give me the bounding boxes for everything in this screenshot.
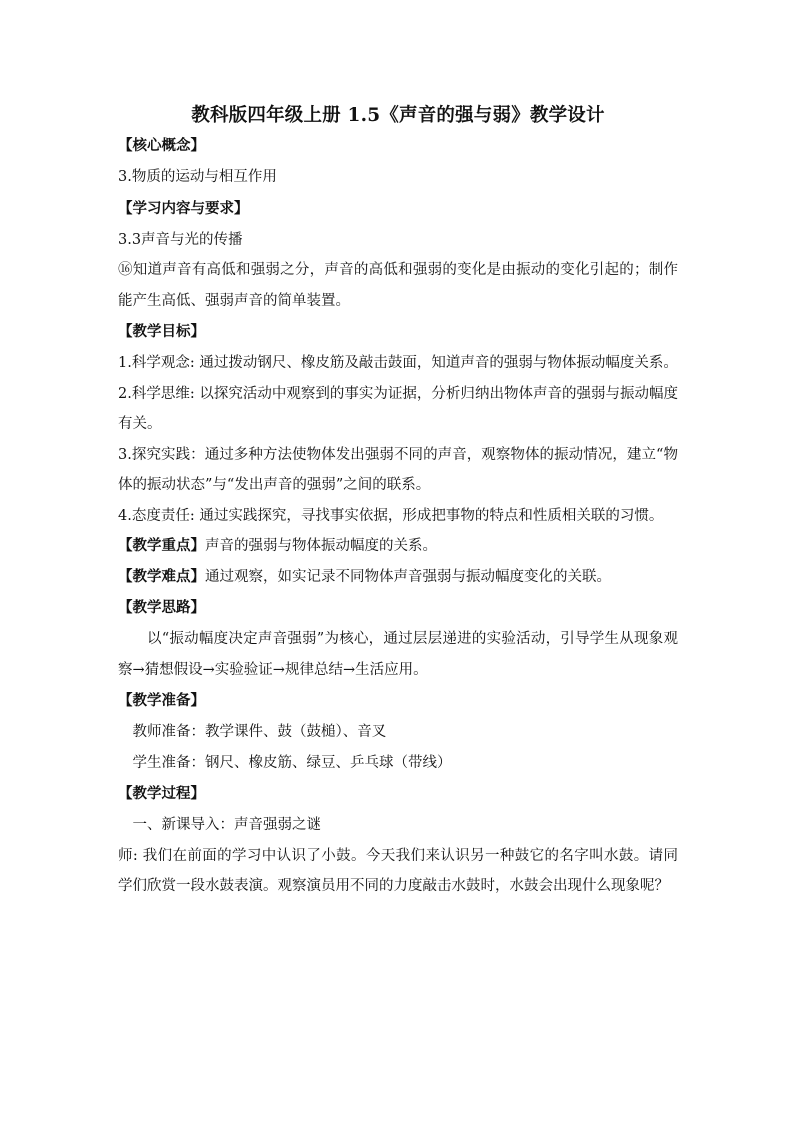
heading-process: 【教学过程】	[118, 785, 205, 802]
process-teacher-talk: 师: 我们在前面的学习中认识了小鼓。今天我们来认识另一种鼓它的名字叫水鼓。请同学们欣赏一段水鼓表演。观察演员用不同的力度敲击水鼓时，水鼓会出现什么现象呢？	[118, 847, 678, 894]
learning-content-requirement: ⑯知道声音有高低和强弱之分，声音的高低和强弱的变化是由振动的变化引起的；制作能产生高低、强弱声音的简单装置。	[118, 262, 678, 309]
objective-item: 4.态度责任: 通过实践探究，寻找事实依据，形成把事物的特点和性质相关联的习惯。	[118, 507, 664, 524]
difficulty-text: 通过观察，如实记录不同物体声音强弱与振动幅度变化的关联。	[205, 568, 611, 585]
learning-content-item: 3.3声音与光的传播	[118, 231, 243, 248]
heading-preparation: 【教学准备】	[118, 692, 205, 709]
key-point-paragraph	[118, 531, 678, 562]
key-point-text: 声音的强弱与物体振动幅度的关系。	[205, 538, 437, 554]
document-title: 教科版四年级上册 1.5《声音的强与弱》教学设计	[191, 105, 605, 126]
heading-learning-content: 【学习内容与要求】	[118, 199, 249, 217]
heading-objectives: 【教学目标】	[118, 323, 205, 340]
core-concept-text: 3.物质的运动与相互作用	[118, 169, 277, 185]
process-section-title: 一、新课导入：声音强弱之谜	[132, 817, 321, 833]
document-content	[118, 102, 678, 902]
objective-item: 1.科学观念: 通过拨动钢尺、橡皮筋及敲击鼓面，知道声音的强弱与物体振动幅度关系。	[118, 355, 678, 371]
heading-difficulty: 【教学难点】	[118, 567, 205, 585]
preparation-teacher: 教师准备：教学课件、鼓（鼓槌）、音叉	[132, 724, 387, 740]
heading-approach: 【教学思路】	[118, 599, 205, 616]
preparation-student: 学生准备：钢尺、橡皮筋、绿豆、乒乓球（带线）	[132, 754, 452, 771]
difficulty-paragraph	[118, 562, 678, 593]
heading-key-point: 【教学重点】	[118, 537, 205, 554]
approach-text: 以“振动幅度决定声音强弱”为核心，通过层层递进的实验活动，引导学生从现象观察→猜想假设→实验验证→规律总结→生活应用。	[118, 631, 678, 678]
heading-core-concept: 【核心概念】	[118, 137, 205, 154]
objective-item: 3.探究实践：通过多种方法使物体发出强弱不同的声音，观察物体的振动情况，建立“物体的振动状态”与“发出声音的强弱”之间的联系。	[118, 446, 678, 493]
objective-item: 2.科学思维: 以探究活动中观察到的事实为证据，分析归纳出物体声音的强弱与振动幅度有关。	[118, 385, 678, 432]
